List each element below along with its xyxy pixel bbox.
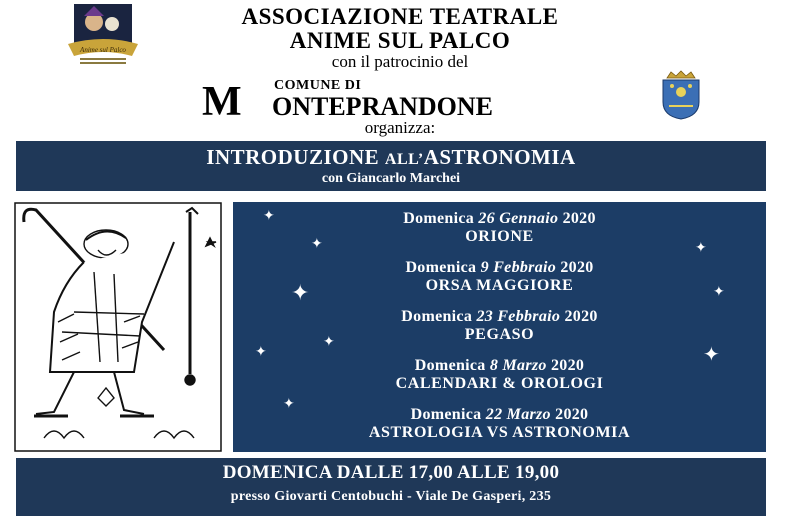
comune-rest: ONTEPRANDONE	[272, 92, 494, 121]
event-topic: CALENDARI & OROLOGI	[395, 375, 604, 392]
association-name-line1: ASSOCIAZIONE TEATRALE	[241, 4, 559, 29]
sparkle-star-icon: ✦	[263, 209, 275, 224]
event-item: Domenica 22 Marzo 2020 ASTROLOGIA VS ASTRONOMIA	[233, 406, 766, 442]
astronomer-woodcut	[14, 202, 222, 452]
sparkle-star-icon: ✦	[323, 335, 335, 350]
event-item: Domenica 9 Febbraio 2020 ORSA MAGGIORE	[233, 259, 766, 295]
schedule-time: DOMENICA DALLE 17,00 ALLE 19,00	[222, 462, 560, 483]
sparkle-star-icon: ✦	[255, 345, 267, 360]
comune-initial: M	[202, 79, 242, 125]
event-topic: ORSA MAGGIORE	[425, 277, 574, 294]
course-title-part3: ASTRONOMIA	[423, 145, 576, 169]
event-item: Domenica 26 Gennaio 2020 ORIONE	[233, 210, 766, 246]
association-name-line2: ANIME SUL PALCO	[289, 28, 511, 53]
comune-name	[202, 74, 632, 125]
schedule-footer	[16, 458, 766, 516]
organizza-label: organizza:	[364, 118, 436, 137]
title-banner	[16, 141, 766, 191]
event-topic: PEGASO	[464, 326, 535, 343]
course-title-part2: ALL’	[384, 151, 424, 168]
venue-address: presso Giovarti Centobuchi - Viale De Gasperi, 235	[230, 489, 552, 504]
course-title	[16, 145, 766, 170]
sparkle-star-icon: ✦	[311, 237, 323, 252]
event-topic: ASTROLOGIA VS ASTRONOMIA	[368, 424, 631, 441]
course-speaker: con Giancarlo Marchei	[321, 171, 461, 186]
event-topic: ORIONE	[465, 228, 534, 245]
sparkle-star-icon: ✦	[695, 241, 707, 256]
event-item: Domenica 8 Marzo 2020 CALENDARI & OROLOGI	[233, 357, 766, 393]
comune-prefix: COMUNE DI	[274, 78, 362, 93]
course-title-part1: INTRODUZIONE	[206, 145, 385, 169]
event-item: Domenica 23 Febbraio 2020 PEGASO	[233, 308, 766, 344]
patronage-text: con il patrocinio del	[331, 52, 469, 71]
events-panel	[233, 202, 766, 452]
logo-text: Anime sul Palco	[80, 46, 126, 54]
sparkle-star-icon: ✦	[283, 397, 295, 412]
municipal-crest-icon	[651, 70, 711, 120]
sparkle-star-icon: ✦	[703, 344, 720, 366]
sparkle-star-icon: ✦	[713, 285, 725, 300]
sparkle-star-icon: ✦	[291, 280, 310, 305]
